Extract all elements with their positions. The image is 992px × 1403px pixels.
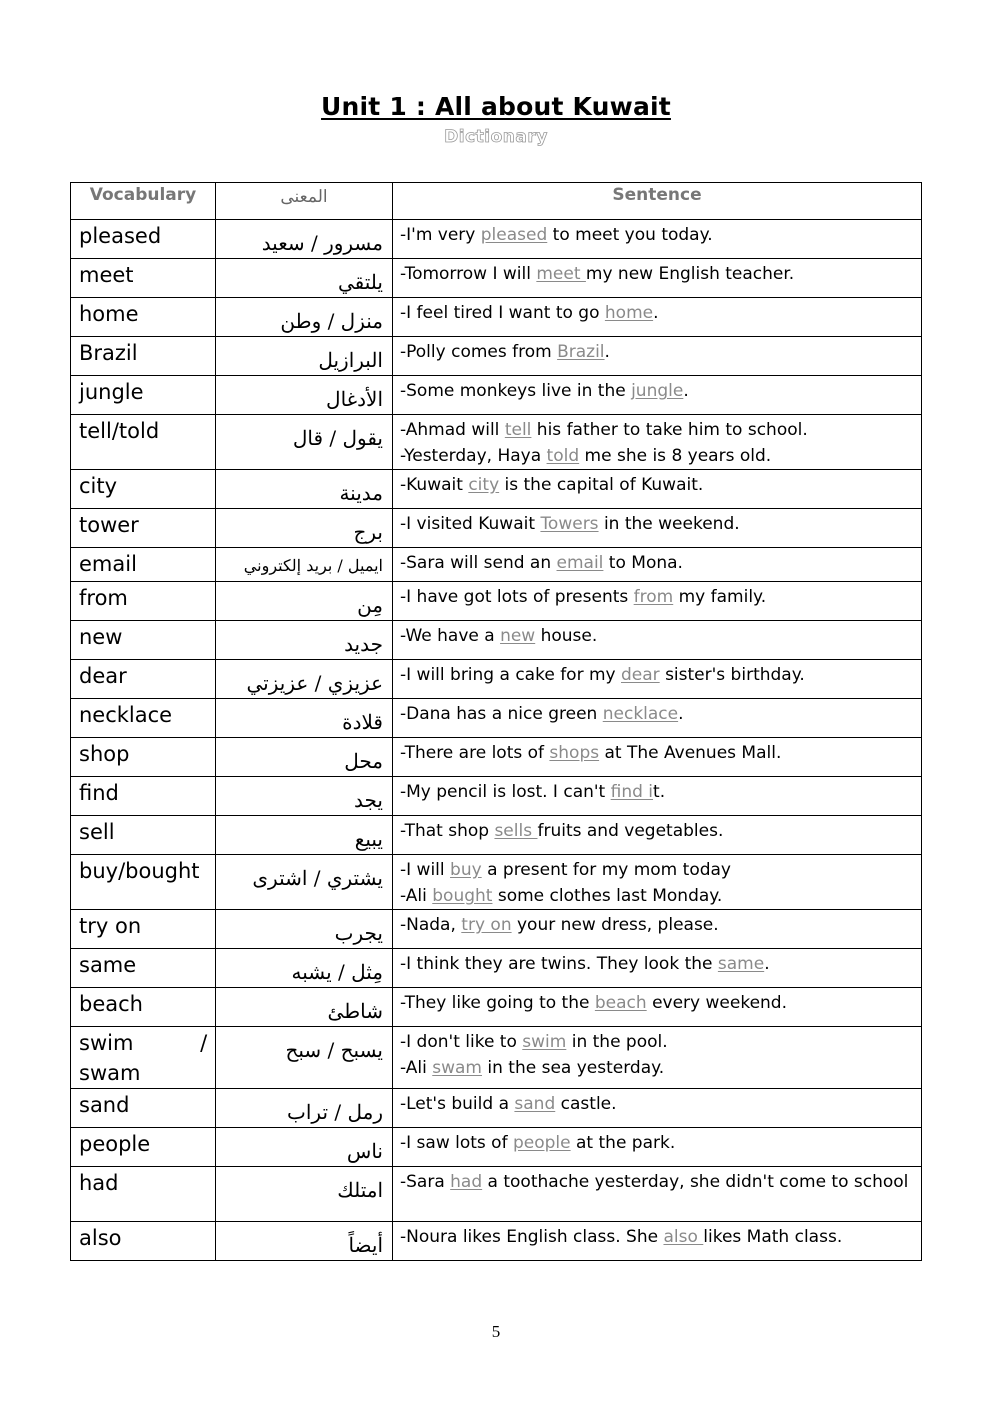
sentence-text: . — [764, 954, 770, 974]
sentence-line — [400, 472, 921, 498]
arabic-meaning: يسبح / سبح — [216, 1027, 393, 1089]
example-sentence — [393, 509, 922, 548]
sentence-text: -My pencil is lost. I can't — [400, 782, 611, 802]
arabic-meaning: مسرور / سعيد — [216, 220, 393, 259]
header-vocabulary: Vocabulary — [71, 183, 216, 220]
sentence-text: to Mona. — [603, 553, 683, 573]
table-row — [71, 855, 922, 910]
table-row — [71, 988, 922, 1027]
example-sentence — [393, 1089, 922, 1128]
sentence-text: -Ali — [400, 1058, 433, 1078]
highlighted-word: had — [450, 1172, 483, 1192]
sentence-line — [400, 623, 921, 649]
table-body — [71, 220, 922, 1261]
arabic-meaning: امتلك — [216, 1167, 393, 1222]
highlighted-word: from — [633, 587, 674, 607]
vocabulary-word: home — [71, 298, 216, 337]
sentence-text: -Ali — [400, 886, 433, 906]
table-row — [71, 816, 922, 855]
arabic-meaning: يلتقي — [216, 259, 393, 298]
table-row — [71, 1167, 922, 1222]
sentence-text: . — [678, 704, 684, 724]
sentence-line — [400, 1091, 921, 1117]
sentence-text: -Noura likes English class. She — [400, 1227, 664, 1247]
highlighted-word: sells — [494, 821, 538, 841]
highlighted-word: buy — [450, 860, 482, 880]
sentence-text: -Tomorrow I will — [400, 264, 537, 284]
sentence-text: -Sara will send an — [400, 553, 557, 573]
sentence-line — [400, 1029, 921, 1055]
vocabulary-word: tower — [71, 509, 216, 548]
sentence-line — [400, 339, 921, 365]
table-row — [71, 582, 922, 621]
highlighted-word: necklace — [602, 704, 679, 724]
sentence-text: your new dress, please. — [511, 915, 719, 935]
arabic-meaning: محل — [216, 738, 393, 777]
sentence-line — [400, 857, 921, 883]
arabic-meaning: قلادة — [216, 699, 393, 738]
example-sentence — [393, 1128, 922, 1167]
sentence-text: -Kuwait — [400, 475, 469, 495]
example-sentence — [393, 1222, 922, 1261]
sentence-line — [400, 740, 921, 766]
sentence-text: every weekend. — [646, 993, 787, 1013]
vocabulary-word: same — [71, 949, 216, 988]
table-row — [71, 1128, 922, 1167]
sentence-line — [400, 222, 921, 248]
sentence-text: -Some monkeys live in the — [400, 381, 632, 401]
table-row — [71, 777, 922, 816]
highlighted-word: same — [717, 954, 765, 974]
page-number: 5 — [491, 1322, 501, 1341]
sentence-text: my new English teacher. — [585, 264, 795, 284]
vocabulary-word: had — [71, 1167, 216, 1222]
arabic-meaning: يشتري / اشترى — [216, 855, 393, 910]
arabic-meaning: جديد — [216, 621, 393, 660]
sentence-line — [400, 912, 921, 938]
sentence-text: t. — [653, 782, 666, 802]
arabic-meaning: ناس — [216, 1128, 393, 1167]
arabic-meaning: برج — [216, 509, 393, 548]
example-sentence — [393, 816, 922, 855]
sentence-text: castle. — [555, 1094, 617, 1114]
highlighted-word: swim — [522, 1032, 567, 1052]
example-sentence — [393, 855, 922, 910]
sentence-text: a present for my mom today — [481, 860, 731, 880]
header-sentence: Sentence — [393, 183, 922, 220]
sentence-text: at the park. — [570, 1133, 676, 1153]
sentence-text: -I think they are twins. They look the — [400, 954, 718, 974]
sentence-text: a toothache yesterday, she didn't come to school — [482, 1172, 909, 1192]
arabic-meaning: يجرب — [216, 910, 393, 949]
sentence-line — [400, 1224, 921, 1250]
example-sentence — [393, 660, 922, 699]
vocabulary-word: jungle — [71, 376, 216, 415]
highlighted-word: try on — [461, 915, 512, 935]
table-row — [71, 298, 922, 337]
sentence-text: my family. — [673, 587, 767, 607]
sentence-line — [400, 779, 921, 805]
vocabulary-word: Brazil — [71, 337, 216, 376]
arabic-meaning: مدينة — [216, 470, 393, 509]
sentence-text: fruits and vegetables. — [537, 821, 724, 841]
sentence-text: -We have a — [400, 626, 501, 646]
example-sentence — [393, 1167, 922, 1222]
arabic-meaning: منزل / وطن — [216, 298, 393, 337]
highlighted-word: find i — [610, 782, 654, 802]
table-row — [71, 660, 922, 699]
arabic-meaning: يقول / قال — [216, 415, 393, 470]
table-row — [71, 337, 922, 376]
sentence-line — [400, 550, 921, 576]
example-sentence — [393, 415, 922, 470]
sentence-line — [400, 1130, 921, 1156]
sentence-text: -Sara — [400, 1172, 451, 1192]
vocabulary-word: sand — [71, 1089, 216, 1128]
sentence-text: -That shop — [400, 821, 495, 841]
sentence-text: -I feel tired I want to go — [400, 303, 605, 323]
sentence-line — [400, 584, 921, 610]
sentence-text: . — [604, 342, 610, 362]
sentence-text: . — [683, 381, 689, 401]
arabic-meaning: يبيع — [216, 816, 393, 855]
highlighted-word: meet — [536, 264, 586, 284]
example-sentence — [393, 699, 922, 738]
highlighted-word: jungle — [631, 381, 684, 401]
highlighted-word: shops — [549, 743, 600, 763]
vocabulary-word: from — [71, 582, 216, 621]
page-title: Unit 1 : All about Kuwait — [321, 92, 671, 121]
example-sentence — [393, 470, 922, 509]
arabic-meaning: ايميل / بريد إلكتروني — [216, 548, 393, 582]
highlighted-word: tell — [504, 420, 532, 440]
table-row — [71, 548, 922, 582]
arabic-meaning: مِثل / يشبه — [216, 949, 393, 988]
table-row — [71, 1027, 922, 1089]
vocabulary-word: tell/told — [71, 415, 216, 470]
vocabulary-word: shop — [71, 738, 216, 777]
highlighted-word: email — [556, 553, 604, 573]
example-sentence — [393, 988, 922, 1027]
sentence-line — [400, 300, 921, 326]
highlighted-word: new — [500, 626, 536, 646]
highlighted-word: pleased — [480, 225, 548, 245]
highlighted-word: people — [512, 1133, 571, 1153]
highlighted-word: also — [663, 1227, 704, 1247]
sentence-text: -I'm very — [400, 225, 481, 245]
vocabulary-word: city — [71, 470, 216, 509]
table-row — [71, 1222, 922, 1261]
arabic-meaning: شاطئ — [216, 988, 393, 1027]
example-sentence — [393, 259, 922, 298]
vocabulary-word: try on — [71, 910, 216, 949]
arabic-meaning: البرازيل — [216, 337, 393, 376]
example-sentence — [393, 548, 922, 582]
highlighted-word: beach — [594, 993, 647, 1013]
sentence-text: -I will bring a cake for my — [400, 665, 621, 685]
sentence-line — [400, 417, 921, 443]
vocabulary-word: beach — [71, 988, 216, 1027]
sentence-line — [400, 662, 921, 688]
sentence-line — [400, 883, 921, 909]
example-sentence — [393, 910, 922, 949]
arabic-meaning: عزيزي / عزيزتي — [216, 660, 393, 699]
example-sentence — [393, 738, 922, 777]
sentence-text: in the weekend. — [598, 514, 740, 534]
highlighted-word: Towers — [540, 514, 599, 534]
sentence-line — [400, 701, 921, 727]
sentence-text: me she is 8 years old. — [579, 446, 772, 466]
sentence-text: his father to take him to school. — [531, 420, 808, 440]
vocabulary-word: dear — [71, 660, 216, 699]
sentence-text: -Nada, — [400, 915, 462, 935]
table-row — [71, 509, 922, 548]
table-row — [71, 470, 922, 509]
vocabulary-word: buy/bought — [71, 855, 216, 910]
vocabulary-word: pleased — [71, 220, 216, 259]
sentence-text: at The Avenues Mall. — [599, 743, 782, 763]
table-header-row — [71, 183, 922, 220]
sentence-line — [400, 818, 921, 844]
sentence-line — [400, 261, 921, 287]
sentence-text: -I will — [400, 860, 451, 880]
vocabulary-word: email — [71, 548, 216, 582]
arabic-meaning: الأدغال — [216, 376, 393, 415]
highlighted-word: Brazil — [557, 342, 605, 362]
sentence-text: -There are lots of — [400, 743, 550, 763]
sentence-text: -Dana has a nice green — [400, 704, 603, 724]
sentence-text: likes Math class. — [703, 1227, 843, 1247]
example-sentence — [393, 777, 922, 816]
highlighted-word: home — [604, 303, 654, 323]
example-sentence — [393, 220, 922, 259]
page-subtitle: Dictionary — [444, 127, 548, 147]
vocabulary-table — [70, 182, 922, 1261]
sentence-line — [400, 443, 921, 469]
highlighted-word: sand — [514, 1094, 556, 1114]
vocabulary-word: meet — [71, 259, 216, 298]
example-sentence — [393, 337, 922, 376]
header-meaning: المعنى — [216, 183, 393, 220]
arabic-meaning: أيضاً — [216, 1222, 393, 1261]
sentence-text: -Ahmad will — [400, 420, 505, 440]
sentence-text: house. — [535, 626, 598, 646]
sentence-text: -Yesterday, Haya — [400, 446, 547, 466]
arabic-meaning: رمل / تراب — [216, 1089, 393, 1128]
example-sentence — [393, 376, 922, 415]
example-sentence — [393, 949, 922, 988]
vocabulary-word: swim / swam — [71, 1027, 216, 1089]
sentence-line — [400, 378, 921, 404]
vocabulary-word: necklace — [71, 699, 216, 738]
highlighted-word: swam — [432, 1058, 482, 1078]
arabic-meaning: مِن — [216, 582, 393, 621]
table-row — [71, 220, 922, 259]
vocabulary-word: sell — [71, 816, 216, 855]
example-sentence — [393, 1027, 922, 1089]
sentence-text: in the pool. — [566, 1032, 668, 1052]
table-row — [71, 1089, 922, 1128]
sentence-text: in the sea yesterday. — [482, 1058, 665, 1078]
table-row — [71, 259, 922, 298]
sentence-line — [400, 511, 921, 537]
sentence-text: is the capital of Kuwait. — [499, 475, 704, 495]
table-row — [71, 621, 922, 660]
sentence-text: -I saw lots of — [400, 1133, 513, 1153]
sentence-text: some clothes last Monday. — [492, 886, 723, 906]
sentence-text: -I visited Kuwait — [400, 514, 541, 534]
sentence-line — [400, 951, 921, 977]
highlighted-word: dear — [621, 665, 660, 685]
table-row — [71, 415, 922, 470]
sentence-text: -I have got lots of presents — [400, 587, 634, 607]
sentence-text: . — [653, 303, 659, 323]
sentence-text: sister's birthday. — [659, 665, 805, 685]
highlighted-word: told — [546, 446, 580, 466]
vocabulary-word: also — [71, 1222, 216, 1261]
sentence-text: -Polly comes from — [400, 342, 558, 362]
sentence-line — [400, 990, 921, 1016]
table-row — [71, 910, 922, 949]
table-row — [71, 949, 922, 988]
sentence-line — [400, 1169, 921, 1195]
vocabulary-word: new — [71, 621, 216, 660]
sentence-text: to meet you today. — [547, 225, 713, 245]
vocabulary-word: people — [71, 1128, 216, 1167]
sentence-line — [400, 1055, 921, 1081]
example-sentence — [393, 582, 922, 621]
vocabulary-word: find — [71, 777, 216, 816]
example-sentence — [393, 621, 922, 660]
table-row — [71, 376, 922, 415]
highlighted-word: city — [468, 475, 500, 495]
example-sentence — [393, 298, 922, 337]
table-row — [71, 699, 922, 738]
sentence-text: -I don't like to — [400, 1032, 523, 1052]
arabic-meaning: يجد — [216, 777, 393, 816]
sentence-text: -They like going to the — [400, 993, 595, 1013]
table-row — [71, 738, 922, 777]
highlighted-word: bought — [432, 886, 493, 906]
sentence-text: -Let's build a — [400, 1094, 515, 1114]
